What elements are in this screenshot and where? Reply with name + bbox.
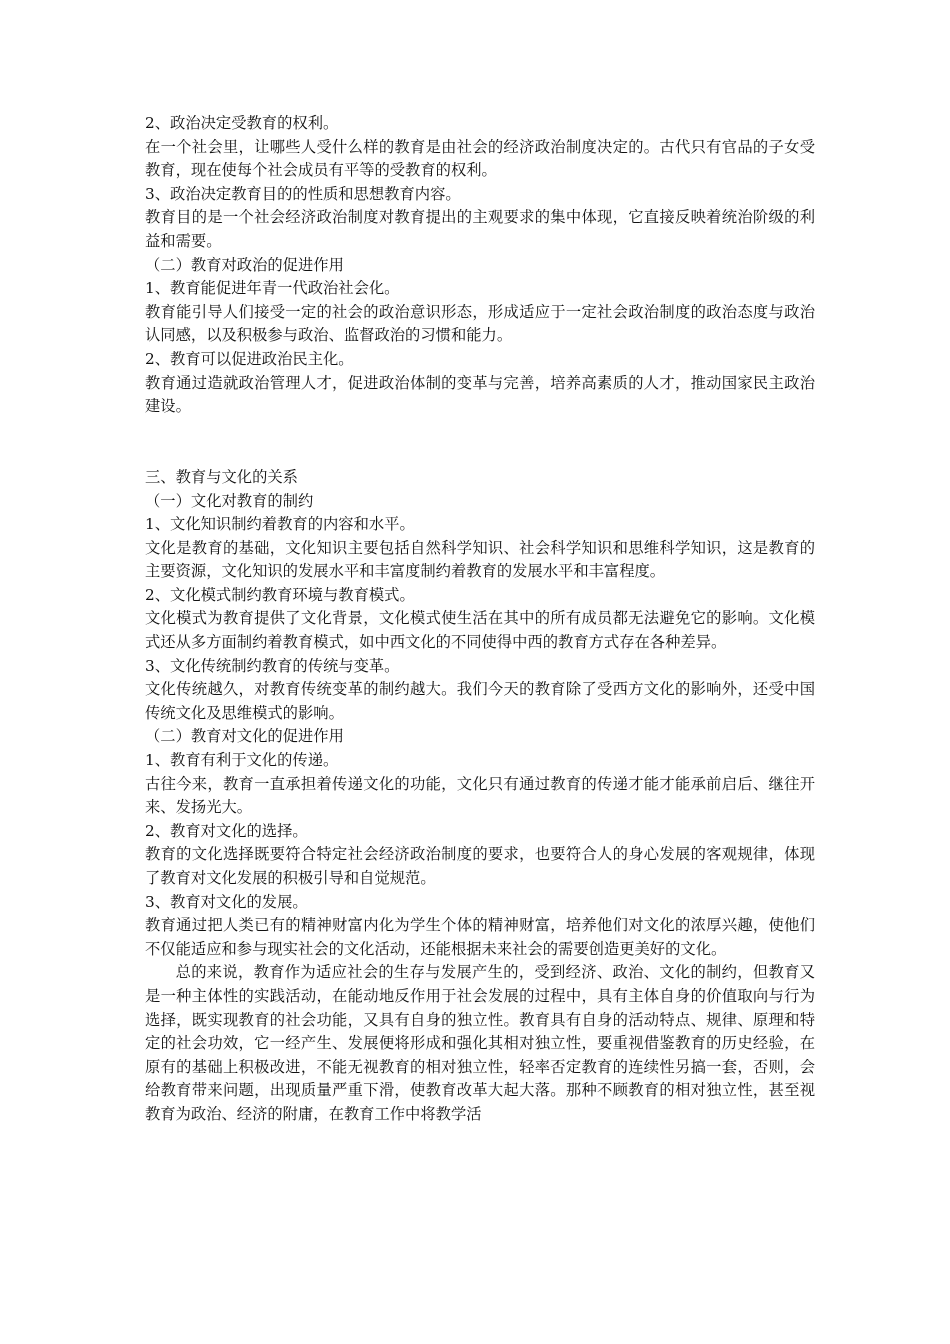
subheading-cultural-tradition: 3、文化传统制约教育的传统与变革。 bbox=[145, 656, 400, 675]
subheading-political-socialization: 1、教育能促进年青一代政治社会化。 bbox=[145, 279, 400, 298]
paragraph-culture-selection: 教育的文化选择既要符合特定社会经济政治制度的要求，也要符合人的身心发展的客观规律，体现了教育对文化发展的积极引导和自觉规范。 bbox=[145, 845, 815, 887]
subheading-cultural-pattern: 2、文化模式制约教育环境与教育模式。 bbox=[145, 585, 415, 604]
heading-education-culture: 三、教育与文化的关系 bbox=[145, 467, 298, 486]
subheading-political-democratization: 2、教育可以促进政治民主化。 bbox=[145, 349, 354, 368]
section-education-promotes-politics: （二）教育对政治的促进作用 bbox=[145, 255, 344, 274]
paragraph-politics-right: 在一个社会里，让哪些人受什么样的教育是由社会的经济政治制度决定的。古代只有官品的子女受教育，现在使每个社会成员有平等的受教育的权利。 bbox=[145, 137, 815, 180]
paragraph-summary: 总的来说，教育作为适应社会的生存与发展产生的，受到经济、政治、文化的制约，但教育又是一种主体性的实践活动，在能动地反作用于社会发展的过程中，具有主体自身的价值取向与行为选择，既实现教育的社会功能，又具有自身的独立性。教育具有自身的活动特点、规律、原理和特定的社会功效，它一经产生、发展便将形成和强化其相对独立性，要重视借鉴教育的历史经验，在原有的基础上积极改进，不能无视教育的相对独立性，轻率否定教育的连续性另搞一套，否则，会给教育带来问题，出现质量严重下滑，使教育改革大起大落。那种不顾教育的相对独立性，甚至视教育为政治、经济的附庸，在教育工作中将教学活 bbox=[145, 963, 815, 1123]
subheading-cultural-knowledge: 1、文化知识制约着教育的内容和水平。 bbox=[145, 515, 415, 534]
paragraph-cultural-tradition: 文化传统越久，对教育传统变革的制约越大。我们今天的教育除了受西方文化的影响外，还受中国传统文化及思维模式的影响。 bbox=[145, 680, 815, 722]
paragraph-cultural-knowledge: 文化是教育的基础，文化知识主要包括自然科学知识、社会科学知识和思维科学知识，这是教育的主要资源，文化知识的发展水平和丰富度制约着教育的发展水平和丰富程度。 bbox=[145, 538, 815, 581]
subheading-culture-selection: 2、教育对文化的选择。 bbox=[145, 821, 308, 840]
section-culture-restricts-education: （一）文化对教育的制约 bbox=[145, 491, 314, 510]
blank-line bbox=[145, 419, 815, 466]
document-page bbox=[145, 112, 815, 1127]
paragraph-political-democratization: 教育通过造就政治管理人才，促进政治体制的变革与完善，培养高素质的人才，推动国家民主政治建设。 bbox=[145, 373, 815, 416]
paragraph-culture-development: 教育通过把人类已有的精神财富内化为学生个体的精神财富，培养他们对文化的浓厚兴趣，使他们不仅能适应和参与现实社会的文化活动，还能根据未来社会的需要创造更美好的文化。 bbox=[145, 916, 815, 958]
subheading-culture-transmission: 1、教育有利于文化的传递。 bbox=[145, 751, 339, 770]
subheading-politics-purpose: 3、政治决定教育目的的性质和思想教育内容。 bbox=[145, 184, 461, 203]
paragraph-cultural-pattern: 文化模式为教育提供了文化背景，文化模式使生活在其中的所有成员都无法避免它的影响。文化模式还从多方面制约着教育模式，如中西文化的不同使得中西的教育方式存在各种差异。 bbox=[145, 609, 815, 652]
subheading-culture-development: 3、教育对文化的发展。 bbox=[145, 892, 308, 911]
paragraph-politics-purpose: 教育目的是一个社会经济政治制度对教育提出的主观要求的集中体现，它直接反映着统治阶级的利益和需要。 bbox=[145, 208, 815, 250]
paragraph-political-socialization: 教育能引导人们接受一定的社会的政治意识形态，形成适应于一定社会政治制度的政治态度与政治认同感，以及积极参与政治、监督政治的习惯和能力。 bbox=[145, 302, 815, 345]
subheading-politics-right: 2、政治决定受教育的权利。 bbox=[145, 114, 339, 132]
section-education-promotes-culture: （二）教育对文化的促进作用 bbox=[145, 727, 344, 746]
paragraph-culture-transmission: 古往今来，教育一直承担着传递文化的功能，文化只有通过教育的传递才能才能承前启后、继往开来、发扬光大。 bbox=[145, 774, 815, 817]
